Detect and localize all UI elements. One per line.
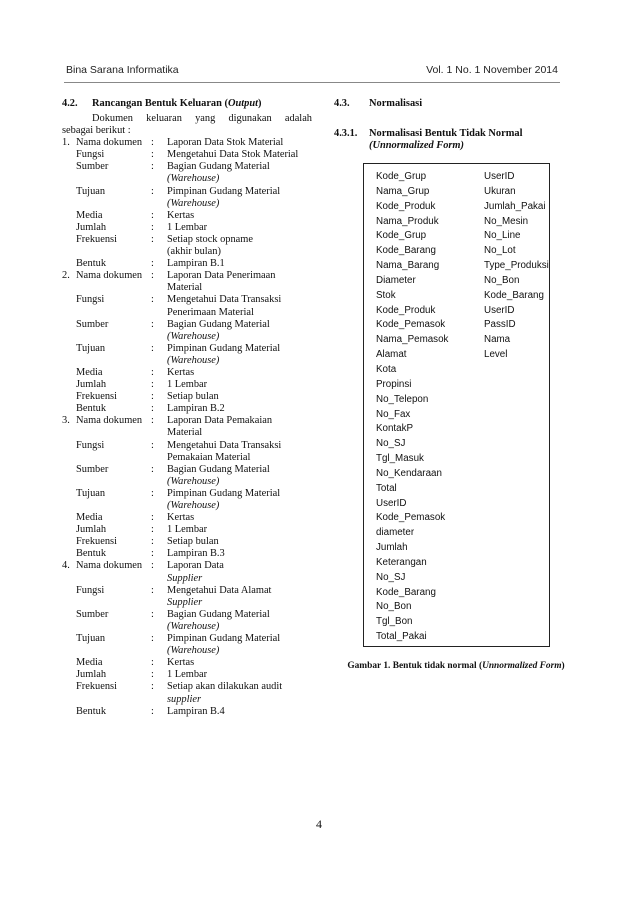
spec-key: Jumlah <box>76 669 107 681</box>
spec-colon: : <box>151 342 154 354</box>
attribute-item: PassID <box>484 319 516 331</box>
spec-colon: : <box>151 669 154 681</box>
spec-colon: : <box>151 584 154 596</box>
spec-colon: : <box>151 608 154 620</box>
spec-value <box>167 464 312 488</box>
spec-value-line: supplier <box>167 693 202 705</box>
spec-value <box>167 379 312 391</box>
spec-row <box>62 234 312 258</box>
spec-value <box>167 294 312 318</box>
spec-key: Frekuensi <box>76 391 117 403</box>
spec-value <box>167 524 312 536</box>
spec-value-line: Pimpinan Gudang Material <box>167 342 281 354</box>
spec-value <box>167 222 312 234</box>
spec-value <box>167 548 312 560</box>
spec-value-line: Supplier <box>167 596 203 608</box>
attribute-item: Kode_Produk <box>376 304 436 316</box>
spec-colon: : <box>151 318 154 330</box>
spec-value <box>167 149 312 161</box>
spec-value <box>167 633 312 657</box>
spec-colon: : <box>151 415 154 427</box>
spec-colon: : <box>151 536 154 548</box>
attribute-item: Kode_Produk <box>376 200 436 212</box>
spec-colon: : <box>151 487 154 499</box>
spec-key: Fungsi <box>76 584 105 596</box>
spec-row <box>62 548 312 560</box>
spec-row <box>62 367 312 379</box>
spec-key: Media <box>76 657 103 669</box>
spec-row <box>62 270 312 294</box>
spec-value-line: 1 Lembar <box>167 221 208 233</box>
figure-caption: Gambar 1. Bentuk tidak normal (Unnormalized Form) <box>347 661 565 671</box>
spec-value-line: Pimpinan Gudang Material <box>167 633 281 645</box>
spec-row <box>62 524 312 536</box>
attribute-item: diameter <box>376 527 415 539</box>
spec-row <box>62 319 312 343</box>
spec-value <box>167 270 312 294</box>
attribute-item: Diameter <box>376 274 416 286</box>
attribute-item: UserID <box>484 171 515 182</box>
attribute-item: Ukuran <box>484 185 516 197</box>
spec-value-line: Pimpinan Gudang Material <box>167 185 281 197</box>
spec-colon: : <box>151 161 154 173</box>
spec-key: Fungsi <box>76 439 105 451</box>
attribute-item: No_Bon <box>484 274 520 286</box>
attribute-item: No_Lot <box>484 245 516 257</box>
spec-value <box>167 210 312 222</box>
spec-key: Tujuan <box>76 633 106 645</box>
spec-key: Jumlah <box>76 379 107 391</box>
spec-value-line: Pemakaian Material <box>167 451 251 463</box>
spec-row <box>62 137 312 149</box>
spec-value-line: (Warehouse) <box>167 197 220 209</box>
spec-item-number: 1. <box>62 137 70 149</box>
spec-value <box>167 403 312 415</box>
spec-row <box>62 657 312 669</box>
spec-value-line: Bagian Gudang Material <box>167 463 270 475</box>
spec-value-line: Kertas <box>167 657 195 669</box>
spec-value-line: Setiap bulan <box>167 536 219 548</box>
attribute-list-col1 <box>376 170 448 645</box>
spec-value <box>167 536 312 548</box>
attribute-item: Kode_Pemasok <box>376 319 446 331</box>
spec-key: Bentuk <box>76 403 107 415</box>
spec-value-line: Mengetahui Data Transaksi <box>167 294 282 306</box>
attribute-item: Type_Produksi <box>484 260 549 272</box>
spec-key: Bentuk <box>76 548 107 560</box>
spec-row <box>62 560 312 584</box>
spec-colon: : <box>151 633 154 645</box>
spec-value-line: Laporan Data Supplier <box>167 560 224 584</box>
right-column <box>334 98 574 152</box>
spec-colon: : <box>151 657 154 669</box>
spec-row <box>62 609 312 633</box>
spec-value <box>167 609 312 633</box>
spec-value <box>167 669 312 681</box>
spec-key: Bentuk <box>76 705 107 717</box>
spec-colon: : <box>151 270 154 282</box>
spec-row <box>62 669 312 681</box>
subsection-number: 4.3.1. <box>334 128 358 139</box>
spec-row <box>62 633 312 657</box>
spec-colon: : <box>151 524 154 536</box>
spec-value <box>167 319 312 343</box>
attribute-item: Stok <box>376 289 396 301</box>
intro-line: sebagai berikut : <box>62 125 131 137</box>
spec-key: Bentuk <box>76 258 107 270</box>
attribute-item: Total_Pakai <box>376 631 427 643</box>
spec-colon: : <box>151 391 154 403</box>
spec-value-line: 1 Lembar <box>167 524 208 536</box>
spec-row <box>62 343 312 367</box>
spec-row <box>62 512 312 524</box>
attribute-item: No_Line <box>484 230 521 242</box>
spec-colon: : <box>151 294 154 306</box>
spec-value <box>167 512 312 524</box>
spec-key: Media <box>76 209 103 221</box>
spec-colon: : <box>151 366 154 378</box>
spec-value <box>167 391 312 403</box>
spec-row <box>62 161 312 185</box>
attribute-item: Tgl_Masuk <box>376 453 424 465</box>
attribute-item: Kode_Barang <box>376 586 436 598</box>
attribute-item: Kode_Barang <box>376 245 436 257</box>
spec-value-line: Bagian Gudang Material <box>167 608 270 620</box>
spec-colon: : <box>151 681 154 693</box>
attribute-item: Total <box>376 482 397 494</box>
attribute-item: Nama_Grup <box>376 185 430 197</box>
spec-value-line: (Warehouse) <box>167 620 220 632</box>
spec-colon: : <box>151 185 154 197</box>
spec-row <box>62 488 312 512</box>
spec-row <box>62 585 312 609</box>
spec-row <box>62 681 312 705</box>
header-volume-info: Vol. 1 No. 1 November 2014 <box>426 64 558 76</box>
spec-value-line: Material <box>167 282 203 294</box>
spec-key: Nama dokumen <box>76 415 143 427</box>
spec-value <box>167 657 312 669</box>
spec-item-number: 2. <box>62 270 70 282</box>
spec-colon: : <box>151 463 154 475</box>
spec-colon: : <box>151 512 154 524</box>
attribute-item: Kode_Grup <box>376 171 427 182</box>
attribute-item: Kode_Grup <box>376 230 427 242</box>
spec-row <box>62 294 312 318</box>
spec-colon: : <box>151 379 154 391</box>
spec-value-line: Setiap bulan <box>167 391 219 403</box>
spec-value-line: Laporan Data Penerimaan <box>167 270 276 282</box>
spec-key: Fungsi <box>76 149 105 161</box>
page-number: 4 <box>316 817 322 831</box>
spec-row <box>62 210 312 222</box>
spec-key: Tujuan <box>76 185 106 197</box>
spec-colon: : <box>151 149 154 161</box>
spec-row <box>62 149 312 161</box>
section-number: 4.3. <box>334 98 350 109</box>
spec-value-line: Kertas <box>167 209 195 221</box>
subsection-title: Normalisasi Bentuk Tidak Normal (Unnormalized Form) <box>369 128 523 152</box>
spec-row <box>62 391 312 403</box>
spec-colon: : <box>151 705 154 717</box>
spec-key: Tujuan <box>76 342 106 354</box>
attribute-item: Nama_Barang <box>376 260 440 272</box>
spec-value-line: (Warehouse) <box>167 173 220 185</box>
spec-key: Nama dokumen <box>76 137 143 149</box>
header-rule <box>64 82 560 83</box>
spec-value-line: Lampiran B.4 <box>167 705 225 717</box>
attribute-item: Kota <box>376 363 397 375</box>
spec-value <box>167 681 312 705</box>
spec-row <box>62 464 312 488</box>
spec-value-line: 1 Lembar <box>167 669 208 681</box>
intro-paragraph <box>62 113 312 137</box>
attribute-item: No_Telepon <box>376 393 429 405</box>
spec-value-line: Lampiran B.2 <box>167 403 225 415</box>
attribute-item: Level <box>484 349 508 361</box>
attribute-item: Keterangan <box>376 556 427 568</box>
spec-key: Nama dokumen <box>76 270 143 282</box>
spec-row <box>62 379 312 391</box>
spec-colon: : <box>151 209 154 221</box>
spec-key: Frekuensi <box>76 681 117 693</box>
spec-value-line: (Warehouse) <box>167 475 220 487</box>
intro-line: Dokumen keluaran yang digunakan adalah <box>92 113 312 124</box>
spec-value <box>167 258 312 270</box>
spec-value-line: Bagian Gudang Material <box>167 161 270 173</box>
spec-colon: : <box>151 560 154 572</box>
spec-colon: : <box>151 439 154 451</box>
spec-value-line: 1 Lembar <box>167 379 208 391</box>
spec-key: Media <box>76 512 103 524</box>
spec-key: Frekuensi <box>76 233 117 245</box>
spec-row <box>62 440 312 464</box>
section-heading-4-3 <box>334 98 574 111</box>
section-title: Rancangan Bentuk Keluaran (Output) <box>92 98 262 109</box>
spec-value-line: Mengetahui Data Transaksi <box>167 439 282 451</box>
spec-value-line: Laporan Data Pemakaian <box>167 415 273 427</box>
spec-value-line: Setiap stock opname <box>167 233 253 245</box>
attribute-item: Kode_Barang <box>484 289 544 301</box>
subsection-heading-4-3-1 <box>334 128 574 152</box>
attribute-item: Jumlah_Pakai <box>484 200 546 212</box>
spec-value-line: Mengetahui Data Alamat <box>167 584 272 596</box>
spec-value <box>167 706 312 718</box>
spec-row <box>62 415 312 439</box>
attribute-item: No_Kendaraan <box>376 467 442 479</box>
spec-value-line: Kertas <box>167 366 195 378</box>
spec-value-line: Mengetahui Data Stok Material <box>167 149 299 161</box>
document-spec-list <box>62 137 312 718</box>
spec-value <box>167 186 312 210</box>
spec-key: Sumber <box>76 608 109 620</box>
spec-value-line: (akhir bulan) <box>167 246 221 258</box>
spec-row <box>62 536 312 548</box>
attribute-item: Nama <box>484 334 511 346</box>
section-heading-4-2 <box>62 98 312 111</box>
spec-value-line: (Warehouse) <box>167 354 220 366</box>
spec-value <box>167 343 312 367</box>
spec-key: Tujuan <box>76 487 106 499</box>
attribute-item: UserID <box>484 304 515 316</box>
spec-value <box>167 161 312 185</box>
spec-value <box>167 488 312 512</box>
attribute-item: No_Mesin <box>484 215 529 227</box>
attribute-item: Propinsi <box>376 378 412 390</box>
spec-value-line: Lampiran B.1 <box>167 258 225 270</box>
attribute-item: No_Fax <box>376 408 411 420</box>
attribute-item: KontakP <box>376 423 414 435</box>
attribute-item: Nama_Pemasok <box>376 334 449 346</box>
spec-value-line: Laporan Data Stok Material <box>167 137 284 149</box>
attribute-item: Tgl_Bon <box>376 616 413 628</box>
spec-value-line: Penerimaan Material <box>167 306 254 318</box>
spec-value-line: Kertas <box>167 512 195 524</box>
attribute-item: No_Bon <box>376 601 412 613</box>
attribute-item: No_SJ <box>376 571 406 583</box>
spec-colon: : <box>151 233 154 245</box>
left-column <box>62 98 312 718</box>
section-title: Normalisasi <box>369 98 423 109</box>
spec-key: Sumber <box>76 463 109 475</box>
spec-row <box>62 222 312 234</box>
spec-value-line: Pimpinan Gudang Material <box>167 487 281 499</box>
spec-value-line: Lampiran B.3 <box>167 548 225 560</box>
spec-item-number: 4. <box>62 560 70 572</box>
spec-item-number: 3. <box>62 415 70 427</box>
spec-value-line: Setiap akan dilakukan audit <box>167 681 283 693</box>
spec-colon: : <box>151 548 154 560</box>
spec-key: Jumlah <box>76 524 107 536</box>
attribute-list-col2 <box>484 170 549 363</box>
spec-key: Fungsi <box>76 294 105 306</box>
spec-colon: : <box>151 403 154 415</box>
spec-row <box>62 403 312 415</box>
spec-value-line: Material <box>167 427 203 439</box>
spec-value-line: (Warehouse) <box>167 645 220 657</box>
spec-key: Jumlah <box>76 221 107 233</box>
spec-colon: : <box>151 221 154 233</box>
spec-value <box>167 415 312 439</box>
header-journal-name: Bina Sarana Informatika <box>66 64 179 76</box>
spec-key: Nama dokumen <box>76 560 143 572</box>
spec-row <box>62 706 312 718</box>
spec-row <box>62 186 312 210</box>
spec-value <box>167 585 312 609</box>
spec-value-line: (Warehouse) <box>167 330 220 342</box>
spec-key: Frekuensi <box>76 536 117 548</box>
spec-row <box>62 258 312 270</box>
spec-value <box>167 234 312 258</box>
attribute-item: No_SJ <box>376 438 406 450</box>
spec-key: Media <box>76 366 103 378</box>
spec-key: Sumber <box>76 318 109 330</box>
attribute-item: Nama_Produk <box>376 215 439 227</box>
spec-colon: : <box>151 137 154 149</box>
unnormalized-attribute-box <box>363 163 550 647</box>
spec-value <box>167 440 312 464</box>
spec-value-line: (Warehouse) <box>167 500 220 511</box>
section-number: 4.2. <box>62 98 78 109</box>
attribute-item: Alamat <box>376 349 407 361</box>
spec-value <box>167 367 312 379</box>
attribute-item: Jumlah <box>376 542 408 554</box>
spec-value-line: Bagian Gudang Material <box>167 318 270 330</box>
attribute-item: Kode_Pemasok <box>376 512 446 524</box>
spec-value <box>167 137 312 149</box>
spec-key: Sumber <box>76 161 109 173</box>
attribute-item: UserID <box>376 497 407 509</box>
spec-colon: : <box>151 258 154 270</box>
spec-value <box>167 560 312 584</box>
